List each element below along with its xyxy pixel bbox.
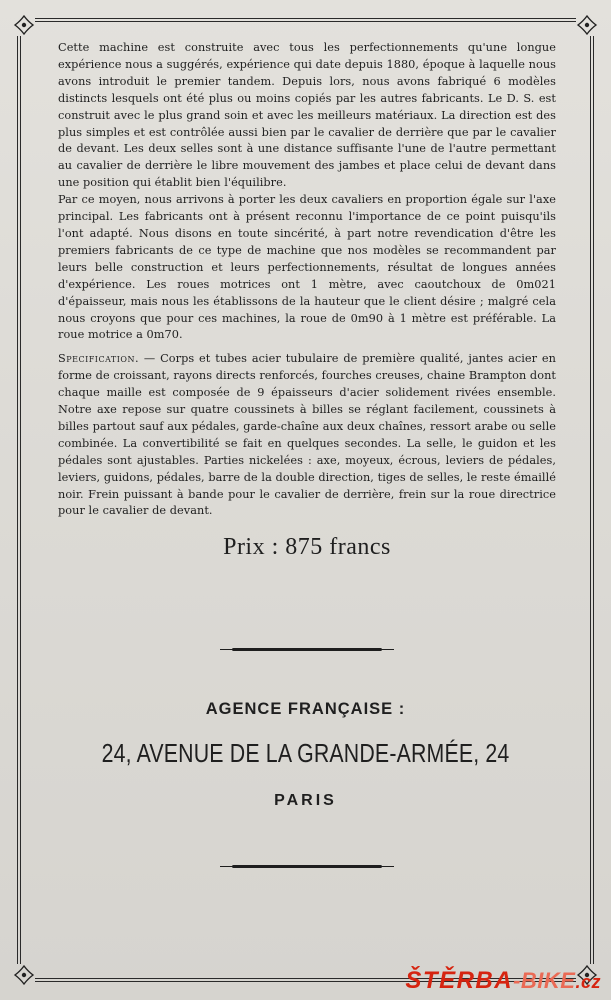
border-line bbox=[35, 18, 576, 19]
paragraph-specification bbox=[58, 351, 556, 520]
price-line: Prix : 875 francs bbox=[223, 534, 391, 561]
body-text bbox=[58, 40, 556, 561]
border-line bbox=[593, 36, 594, 964]
border-line bbox=[590, 36, 591, 964]
border-line bbox=[17, 36, 18, 964]
border-line bbox=[20, 36, 21, 964]
corner-ornament-icon bbox=[13, 14, 35, 36]
corner-ornament-icon bbox=[13, 964, 35, 986]
agency-city: PARIS bbox=[274, 792, 337, 809]
specification-heading: Specification. bbox=[58, 352, 140, 366]
divider-rule bbox=[232, 648, 382, 651]
watermark-part: ŠTĚRBA bbox=[405, 967, 514, 994]
site-watermark bbox=[405, 967, 601, 995]
paragraph-axle: Par ce moyen, nous arrivons à porter les deux cavaliers en proportion égale sur l'axe principal. Les fabricants ont à présent reconnu l'importance de ce point puisqu'ils l'ont adapté. Nous disons en toute sincérité, à part notre revendication d'être les premiers fabricants de ce type de machine que nos modèles se recommandent par leurs belle construction et leurs perfectionnements, résultat de longues années d'expérience. Les roues motrices ont 1 mètre, avec caoutchoux de 0m021 d'épaisseur, mais nous les établissons de la hauteur que le client désire ; malgré cela nous croyons que pour ces machines, la roue de 0m90 à 1 mètre est préférable. La roue motrice a 0m70. bbox=[58, 193, 556, 342]
border-line bbox=[35, 21, 576, 22]
agency-title: AGENCE FRANÇAISE : bbox=[205, 700, 406, 718]
paragraph-construction: Cette machine est construite avec tous les perfectionnements qu'une longue expérience nous a suggérés, expérience qui date depuis 1880, époque à laquelle nous avons introduit le premier tandem. Depuis lors, nous avons fabriqué 6 modèles distincts lesquels ont été plus ou moins copiés par les autres fabricants. Le D. S. est construit avec le plus grand soin et avec les meilleurs matériaux. La direction est des plus simples et est contrôlée aussi bien par le cavalier de derrière que par le cavalier de devant. Les deux selles sont à une distance suffisante l'une de l'autre permettant au cavalier de derrière le libre mouvement des jambes et place celui de devant dans une position qui établit bien l'équilibre. bbox=[58, 41, 556, 190]
watermark-part: .cz bbox=[575, 972, 601, 992]
corner-ornament-icon bbox=[576, 14, 598, 36]
divider-rule bbox=[232, 865, 382, 868]
specification-text: — Corps et tubes acier tubulaire de première qualité, jantes acier en forme de croissant, rayons directs renforcés, fourches creuses, chaine Brampton dont chaque maille est composée de 9 épaisseurs d'acier solidement rivées ensemble. Notre axe repose sur quatre coussinets à billes se réglant facilement, coussinets à billes partout sauf aux pédales, garde-chaîne aux deux chaînes, ressort arabe ou selle combinée. La convertibilité se fait en quelques secondes. La selle, le guidon et les pédales sont ajustables. Parties nickelées : axe, moyeux, écrous, leviers de pédales, leviers, guidons, pédales, barre de la double direction, tiges de selles, le reste émaillé noir. Frein puissant à bande pour le cavalier de derrière, frein sur la roue directrice pour le cavalier de devant. bbox=[58, 352, 556, 518]
agency-address: 24, AVENUE DE LA GRANDE-ARMÉE, 24 bbox=[101, 738, 510, 768]
watermark-part: -BIKE bbox=[513, 968, 576, 993]
